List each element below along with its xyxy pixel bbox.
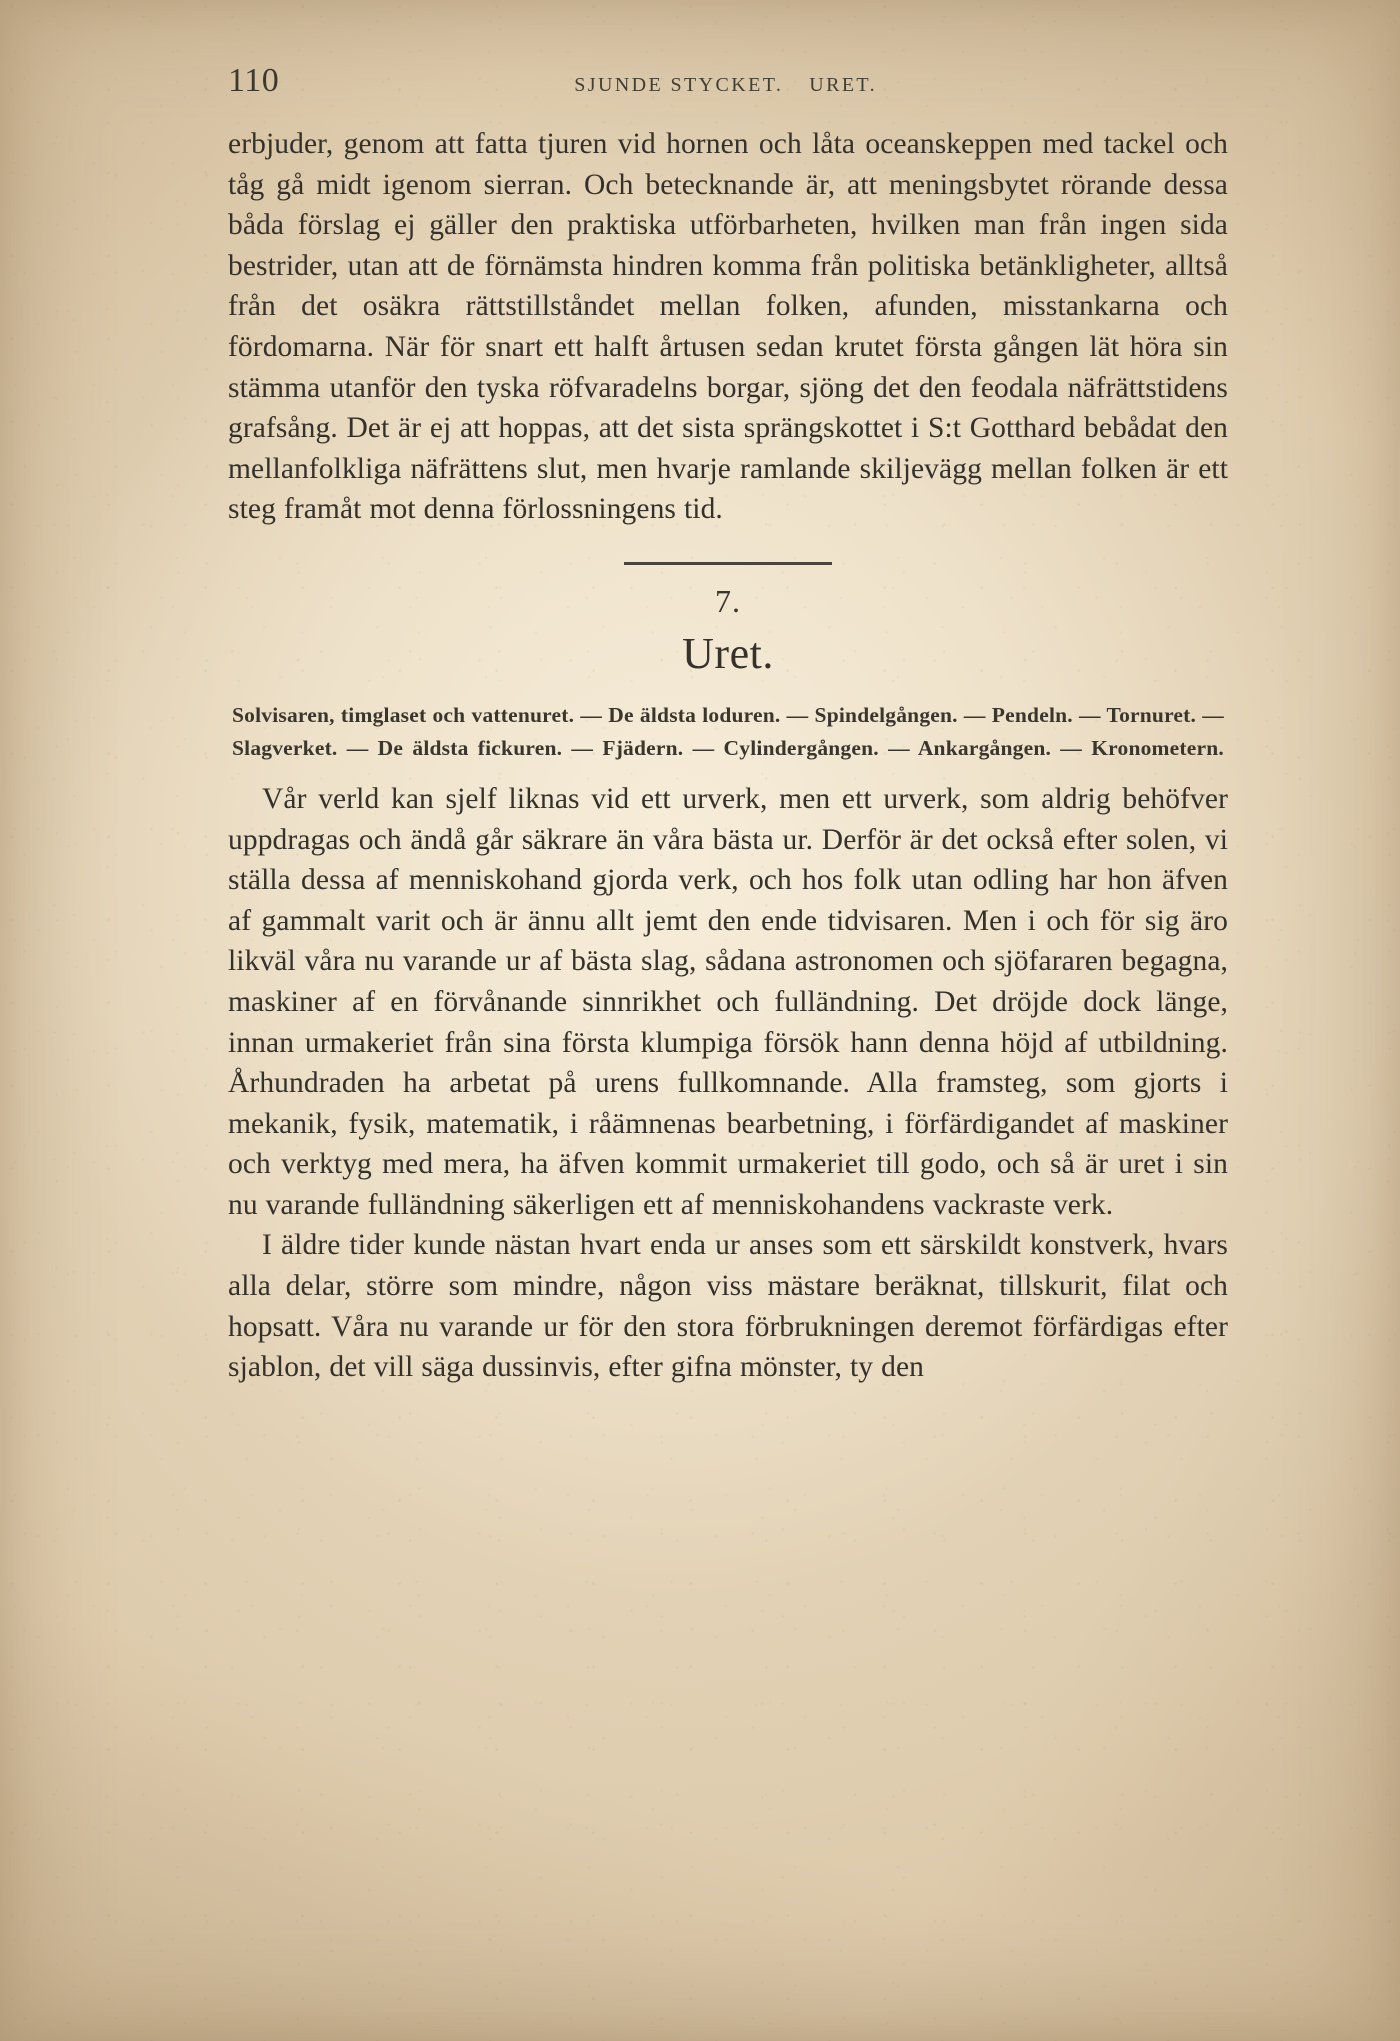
section-argument-summary: Solvisaren, timglaset och vattenuret. — De äldsta loduren. — Spindelgången. — Pendeln. — Tornuret. — Slagverket. — De äldsta fickuren. — Fjädern. — Cylindergången. — Ankargången. — Kronometern. xyxy=(232,702,1224,760)
running-head-left-text: SJUNDE STYCKET. xyxy=(574,74,784,96)
page-content-column xyxy=(228,0,1228,1388)
page-number: 110 xyxy=(228,62,280,99)
paragraph-body: Vår verld kan sjelf liknas vid ett urverk, men ett urverk, som aldrig behöfver uppdragas och ändå går säkrare än våra bästa ur. Derför är det också efter solen, vi ställa dessa af menniskohand gjorda verk, och hos folk utan odling har hon äfven af gammalt varit och är ännu allt jemt den ende tidvisaren. Men i och för sig äro likväl våra nu varande ur af bästa slag, sådana astronomen och sjöfararen begagna, maskiner af en förvånande sinnrikhet och fulländning. Det dröjde dock länge, innan urmakeriet från sina första klumpiga försök hann denna höjd af utbildning. Århundraden ha arbetat på urens fullkomnande. Alla framsteg, som gjorts i mekanik, fysik, matematik, i råämnenas bearbetning, i förfärdigandet af maskiner och verktyg med mera, ha äfven kommit urmakeriet till godo, och så är uret i sin nu varande fulländning säkerligen ett af menniskohandens vackraste verk. xyxy=(228,782,1228,1221)
section-title: Uret. xyxy=(682,628,774,678)
horizontal-rule xyxy=(624,562,832,565)
running-head-title xyxy=(279,74,1228,97)
section-body xyxy=(228,779,1228,1388)
section-number: 7. xyxy=(715,582,741,619)
section-divider xyxy=(228,562,1228,565)
running-head-right-text: URET. xyxy=(809,74,877,96)
paragraph-body: I äldre tider kunde nästan hvart enda ur anses som ett särskildt konstverk, hvars alla delar, större som mindre, någon viss mästare beräknat, tillskurit, filat och hopsatt. Våra nu varande ur för den stora förbrukningen deremot förfärdigas efter sjablon, det vill säga dussinvis, efter gifna mönster, ty den xyxy=(228,1229,1228,1384)
paragraph-continued: erbjuder, genom att fatta tjuren vid hornen och låta oceanskeppen med tackel och tåg gå midt igenom sierran. Och betecknande är, att meningsbytet rörande dessa båda förslag ej gäller den praktiska utförbarheten, hvilken man från ingen sida bestrider, utan att de förnämsta hindren komma från politiska betänkligheter, alltså från det osäkra rättstillståndet mellan folken, afunden, misstankarna och fördomarna. När för snart ett halft årtusen sedan krutet första gången lät höra sin stämma utanför den tyska röfvaradelns borgar, sjöng det den feodala näfrättstidens grafsång. Det är ej att hoppas, att det sista sprängskottet i S:t Gotthard bebådat den mellanfolkliga näfrättens slut, men hvarje ramlande skiljevägg mellan folken är ett steg framåt mot denna förlossningens tid. xyxy=(228,128,1228,526)
running-head xyxy=(228,0,1228,114)
